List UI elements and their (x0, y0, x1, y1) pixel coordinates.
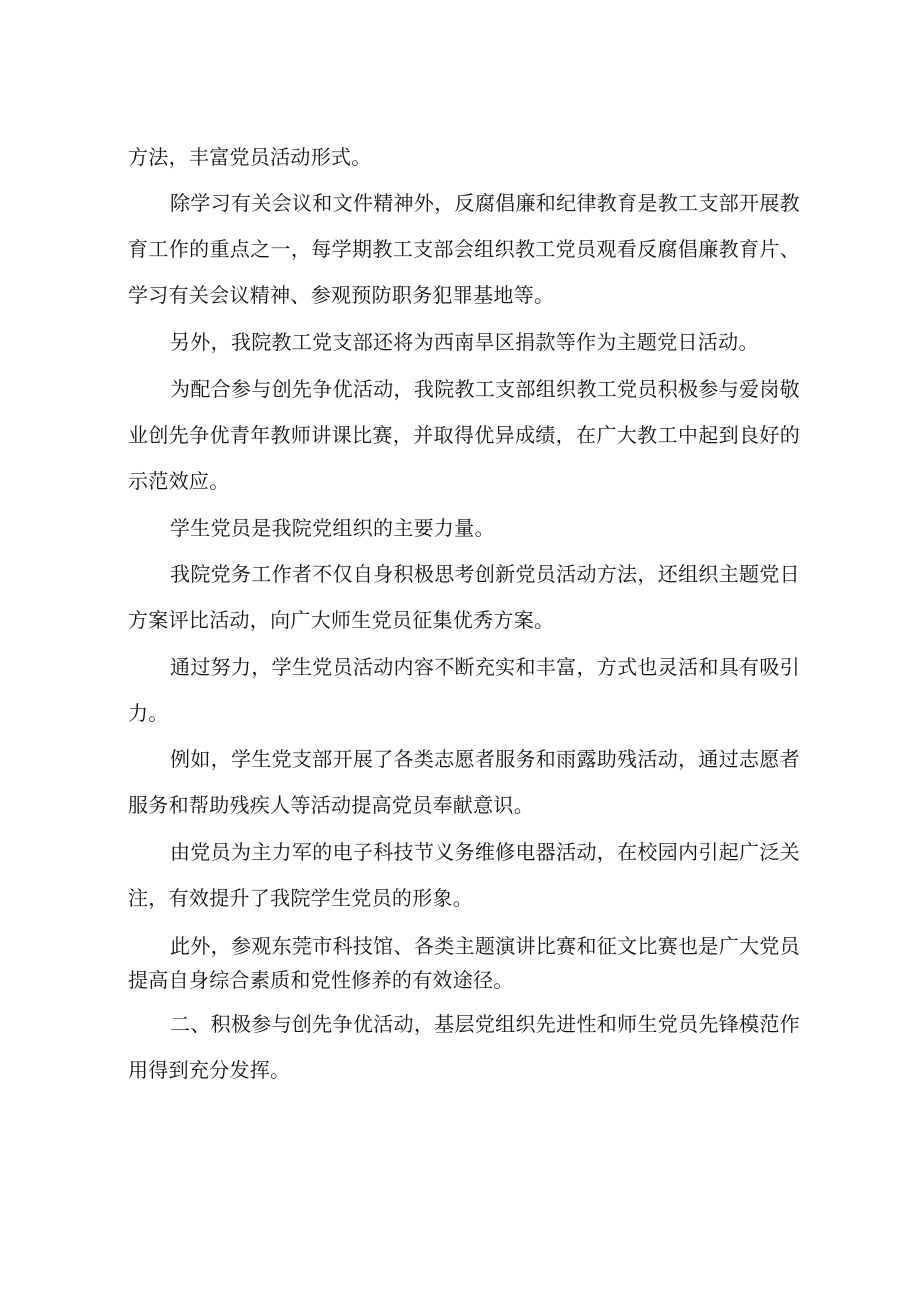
paragraph-discipline-education: 除学习有关会议和文件精神外，反腐倡廉和纪律教育是教工支部开展教育工作的重点之一，每学期教工支部会组织教工党员观看反腐倡廉教育片、学习有关会议精神、参观预防职务犯罪基地等。 (128, 191, 800, 307)
paragraph-student-members: 学生党员是我院党组织的主要力量。 (170, 516, 495, 540)
paragraph-activity-content: 通过努力，学生党员活动内容不断充实和丰富，方式也灵活和具有吸引力。 (128, 655, 800, 725)
paragraph-repair-activity: 由党员为主力军的电子科技节义务维修电器活动，在校园内引起广泛关注，有效提升了我院学生党员的形象。 (128, 840, 800, 910)
paragraph-teaching-contest: 为配合参与创先争优活动，我院教工支部组织教工党员积极参与爱岗敬业创先争优青年教师讲课比赛，并取得优异成绩，在广大教工中起到良好的示范效应。 (128, 377, 800, 493)
paragraph-volunteer-service: 例如，学生党支部开展了各类志愿者服务和雨露助残活动，通过志愿者服务和帮助残疾人等活动提高党员奉献意识。 (128, 747, 800, 817)
paragraph-continuation: 方法，丰富党员活动形式。 (128, 145, 372, 169)
paragraph-party-day-plans: 我院党务工作者不仅自身积极思考创新党员活动方法，还组织主题党日方案评比活动，向广大师生党员征集优秀方案。 (128, 562, 800, 632)
paragraph-science-museum: 此外，参观东莞市科技馆、各类主题演讲比赛和征文比赛也是广大党员提高自身综合素质和党性修养的有效途径。 (128, 934, 800, 992)
paragraph-donation: 另外，我院教工党支部还将为西南旱区捐款等作为主题党日活动。 (170, 330, 759, 354)
section-heading-two: 二、积极参与创先争优活动，基层党组织先进性和师生党员先锋模范作用得到充分发挥。 (128, 1012, 800, 1082)
